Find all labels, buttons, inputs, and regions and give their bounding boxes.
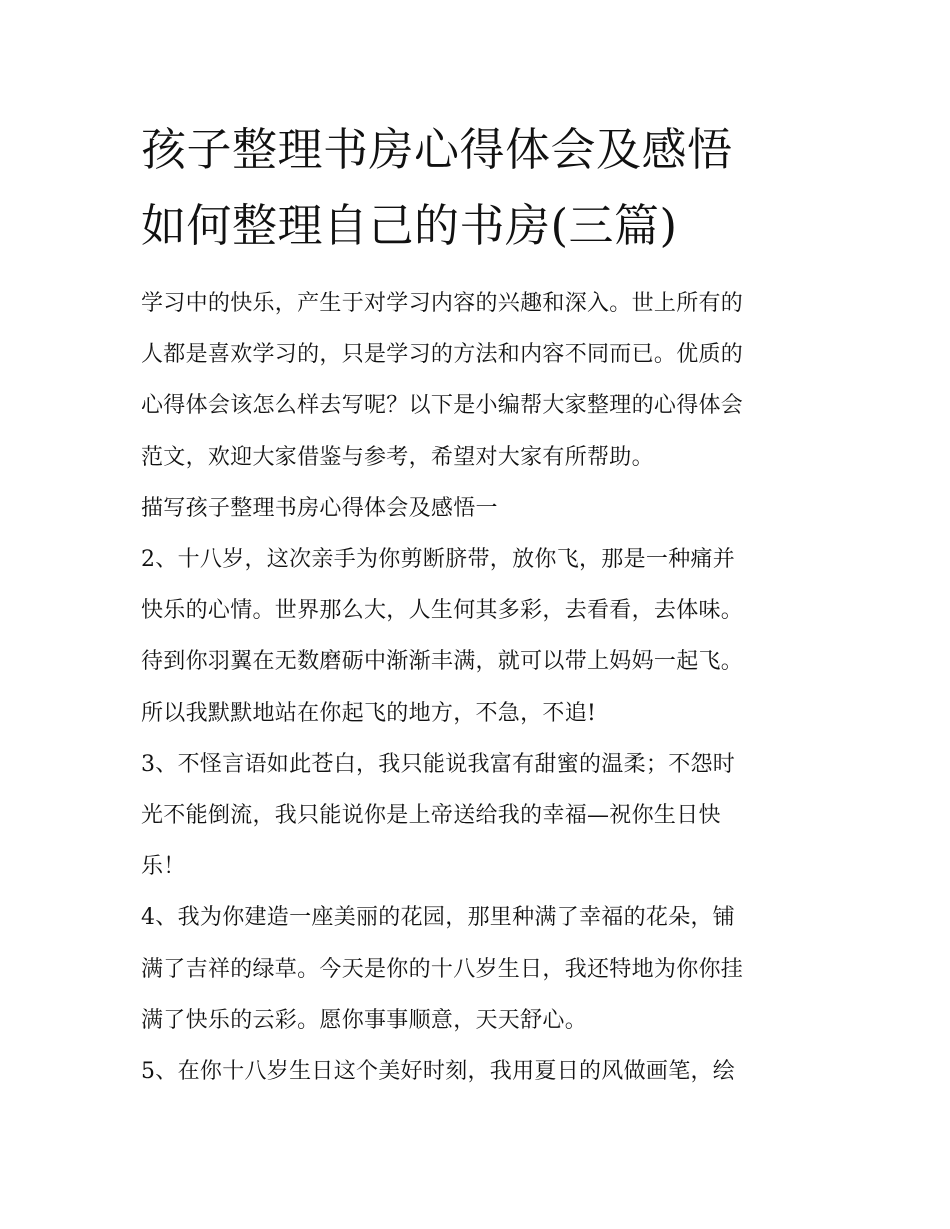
title-line-2: 如何整理自己的书房(三篇) [141, 199, 678, 252]
body-line: 待到你羽翼在无数磨砺中渐渐丰满，就可以带上妈妈一起飞。 [141, 649, 744, 675]
body-line: 光不能倒流，我只能说你是上帝送给我的幸福—祝你生日快 [141, 803, 721, 829]
document-body [141, 278, 821, 1097]
body-line: 快乐的心情。世界那么大，人生何其多彩，去看看，去体味。 [141, 598, 744, 624]
body-line: 心得体会该怎么样去写呢？以下是小编帮大家整理的心得体会 [141, 393, 744, 419]
body-line: 范文，欢迎大家借鉴与参考，希望对大家有所帮助。 [141, 444, 654, 470]
body-line: 4、我为你建造一座美丽的花园，那里种满了幸福的花朵，铺 [141, 905, 736, 931]
body-line: 乐！ [141, 854, 186, 880]
document-title [141, 112, 821, 264]
title-line-1: 孩子整理书房心得体会及感悟 [141, 123, 733, 176]
document-page [141, 112, 821, 1097]
body-line: 满了吉祥的绿草。今天是你的十八岁生日，我还特地为你你挂 [141, 956, 744, 982]
section-heading: 描写孩子整理书房心得体会及感悟一 [141, 495, 498, 521]
body-line: 所以我默默地站在你起飞的地方，不急，不追! [141, 700, 597, 726]
body-line: 2、十八岁，这次亲手为你剪断脐带，放你飞，那是一种痛并 [141, 547, 736, 573]
body-line: 3、不怪言语如此苍白，我只能说我富有甜蜜的温柔；不怨时 [141, 751, 736, 777]
body-line: 满了快乐的云彩。愿你事事顺意，天天舒心。 [141, 1007, 588, 1033]
body-line: 5、在你十八岁生日这个美好时刻，我用夏日的风做画笔，绘 [141, 1059, 736, 1085]
body-line: 学习中的快乐，产生于对学习内容的兴趣和深入。世上所有的 [141, 291, 744, 316]
body-line: 人都是喜欢学习的，只是学习的方法和内容不同而已。优质的 [141, 342, 744, 368]
